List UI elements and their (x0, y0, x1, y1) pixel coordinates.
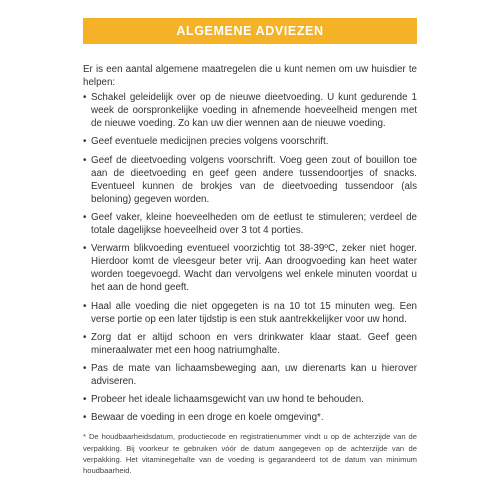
advice-item: • Haal alle voeding die niet opgegeten is na 10 tot 15 minuten weg. Een verse portie op een later tijdstip is een stuk aantrekkelijker voor uw hond. (83, 300, 417, 326)
advice-item: • Pas de mate van lichaamsbeweging aan, uw dierenarts kan u hierover adviseren. (83, 362, 417, 388)
advice-list (83, 91, 417, 424)
advice-item: • Geef vaker, kleine hoeveelheden om de eetlust te stimuleren; verdeel de totale dagelijkse hoeveelheid over 3 tot 4 porties. (83, 211, 417, 237)
section-banner (83, 18, 417, 44)
advice-item: • Bewaar de voeding in een droge en koele omgeving*. (83, 411, 417, 424)
advice-item: • Probeer het ideale lichaamsgewicht van uw hond te behouden. (83, 393, 417, 406)
section-title: ALGEMENE ADVIEZEN (176, 24, 324, 38)
advice-item: • Verwarm blikvoeding eventueel voorzichtig tot 38-39ºC, zeker niet hoger. Hierdoor komt de vleesgeur beter vrij. Aan droogvoeding kan heet water worden toegevoegd. Wacht dan vervolgens wel enkele minuten voordat u het aan de hond geeft. (83, 242, 417, 294)
advice-item: • Schakel geleidelijk over op de nieuwe dieetvoeding. U kunt gedurende 1 week de oorspronkelijke voeding in afnemende hoeveelheid mengen met de nieuwe voeding. Zo kan uw dier wennen aan de nieuwe voeding. (83, 91, 417, 130)
advice-item: • Geef de dieetvoeding volgens voorschrift. Voeg geen zout of bouillon toe aan de dieetvoeding en geef geen andere tussendoortjes of snacks. Eventueel kunnen de brokjes van de dieetvoeding tussendoor (als beloning) gegeven worden. (83, 154, 417, 206)
advice-item: • Zorg dat er altijd schoon en vers drinkwater klaar staat. Geef geen mineraalwater met een hoog natriumghalte. (83, 331, 417, 357)
footnote: * De houdbaarheidsdatum, productiecode en registratienummer vindt u op de achterzijde van de verpakking. Bij voorkeur te gebruiken vóór de datum aangegeven op de achterzijde van de verpakking. Het vitaminegehalte van de voeding is gegarandeerd tot de datum van minimum houdbaarheid. (83, 432, 417, 476)
intro-paragraph: Er is een aantal algemene maatregelen die u kunt nemen om uw huisdier te helpen: (83, 64, 417, 89)
advice-item: • Geef eventuele medicijnen precies volgens voorschrift. (83, 135, 417, 148)
advice-content (83, 63, 417, 484)
